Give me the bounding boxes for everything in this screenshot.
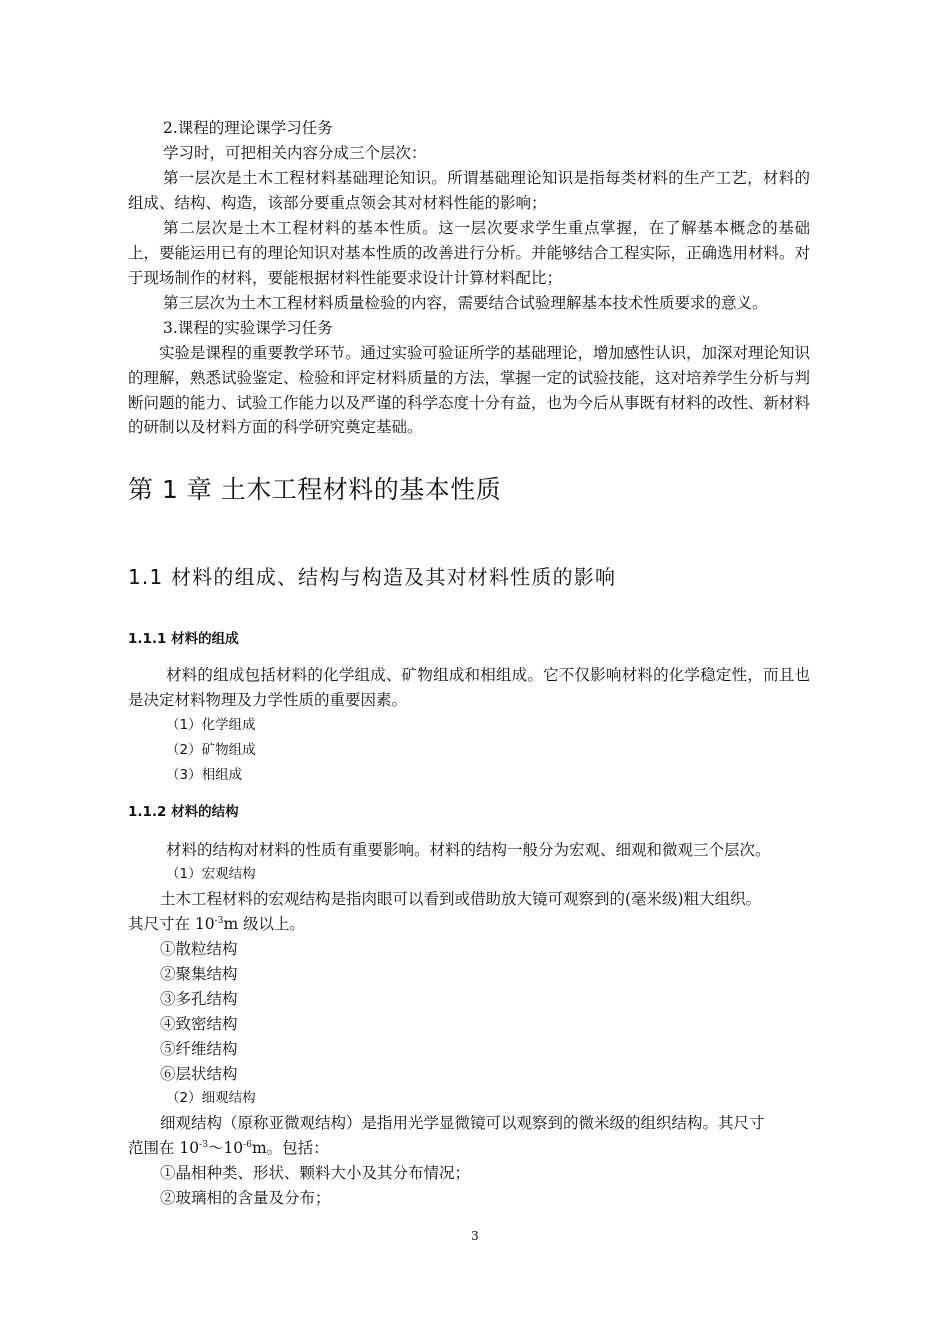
section2-title: 2.课程的理论课学习任务 [163, 119, 333, 137]
chapter-title: 第 1 章 土木工程材料的基本性质 [128, 475, 502, 504]
level1-paragraph: 第一层次是土木工程材料基础理论知识。所谓基础理论知识是指每类材料的生产工艺，材料的组成、结构、构造，该部分要重点领会其对材料性能的影响； [128, 169, 810, 212]
page-number: 3 [471, 1229, 479, 1243]
macro-structure-title: （1）宏观结构 [166, 866, 256, 882]
subsection-heading-composition: 1.1.1 材料的组成 [128, 631, 239, 647]
meso-paragraph-line1: 细观结构（原称亚微观结构）是指用光学显微镜可以观察到的微米级的组织结构。其尺寸 [160, 1114, 765, 1132]
level2-paragraph: 第二层次是土木工程材料的基本性质。这一层次要求学生重点掌握，在了解基本概念的基础上，要能运用已有的理论知识对基本性质的改善进行分析。并能够结合工程实际，正确选用材料。对于现场制作的材料，要能根据材料性能要求设计计算材料配比； [128, 219, 811, 287]
list-item: ②玻璃相的含量及分布； [160, 1189, 331, 1207]
list-item: ⑥层状结构 [160, 1065, 238, 1083]
list-item: ⑤纤维结构 [160, 1040, 238, 1058]
structure-paragraph: 材料的结构对材料的性质有重要影响。材料的结构一般分为宏观、细观和微观三个层次。 [166, 841, 771, 859]
macro-paragraph-line1: 土木工程材料的宏观结构是指肉眼可以看到或借助放大镜可观察到的(毫米级)粗大组织。 [160, 890, 762, 908]
list-item: ③多孔结构 [160, 990, 238, 1008]
subsection-heading-structure: 1.1.2 材料的结构 [128, 804, 239, 820]
list-item: （2）矿物组成 [166, 742, 256, 758]
list-item: （3）相组成 [166, 767, 243, 783]
meso-paragraph-line2: 范围在 $10^{-3}\sim 10^{-6}m$。包括： [128, 1139, 329, 1157]
section-heading-1-1: 1.1 材料的组成、结构与构造及其对材料性质的影响 [128, 565, 617, 589]
experiment-paragraph: 实验是课程的重要教学环节。通过实验可验证所学的基础理论，增加感性认识，加深对理论知识的理解，熟悉试验鉴定、检验和评定材料质量的方法，掌握一定的试验技能，这对培养学生分析与判断问题的能力、试验工作能力以及严谨的科学态度十分有益，也为今后从事既有材料的改性、新材料的研制以及材料方面的科学研究奠定基础。 [128, 344, 811, 437]
meso-structure-title: （2）细观结构 [166, 1090, 256, 1106]
section3-title: 3.课程的实验课学习任务 [163, 319, 333, 337]
list-item: ①晶相种类、形状、颗料大小及其分布情况； [160, 1164, 471, 1182]
level3-paragraph: 第三层次为土木工程材料质量检验的内容，需要结合试验理解基本技术性质要求的意义。 [163, 294, 768, 312]
list-item: ④致密结构 [160, 1015, 238, 1033]
list-item: （1）化学组成 [166, 717, 256, 733]
list-item: ②聚集结构 [160, 965, 238, 983]
composition-paragraph: 材料的组成包括材料的化学组成、矿物组成和相组成。它不仅影响材料的化学稳定性，而且也是决定材料物理及力学性质的重要因素。 [128, 666, 810, 709]
list-item: ①散粒结构 [160, 940, 238, 958]
intro-line: 学习时，可把相关内容分成三个层次： [163, 144, 427, 162]
macro-paragraph-line2: 其尺寸在 $10^{-3}m$ 级以上。 [128, 915, 306, 933]
